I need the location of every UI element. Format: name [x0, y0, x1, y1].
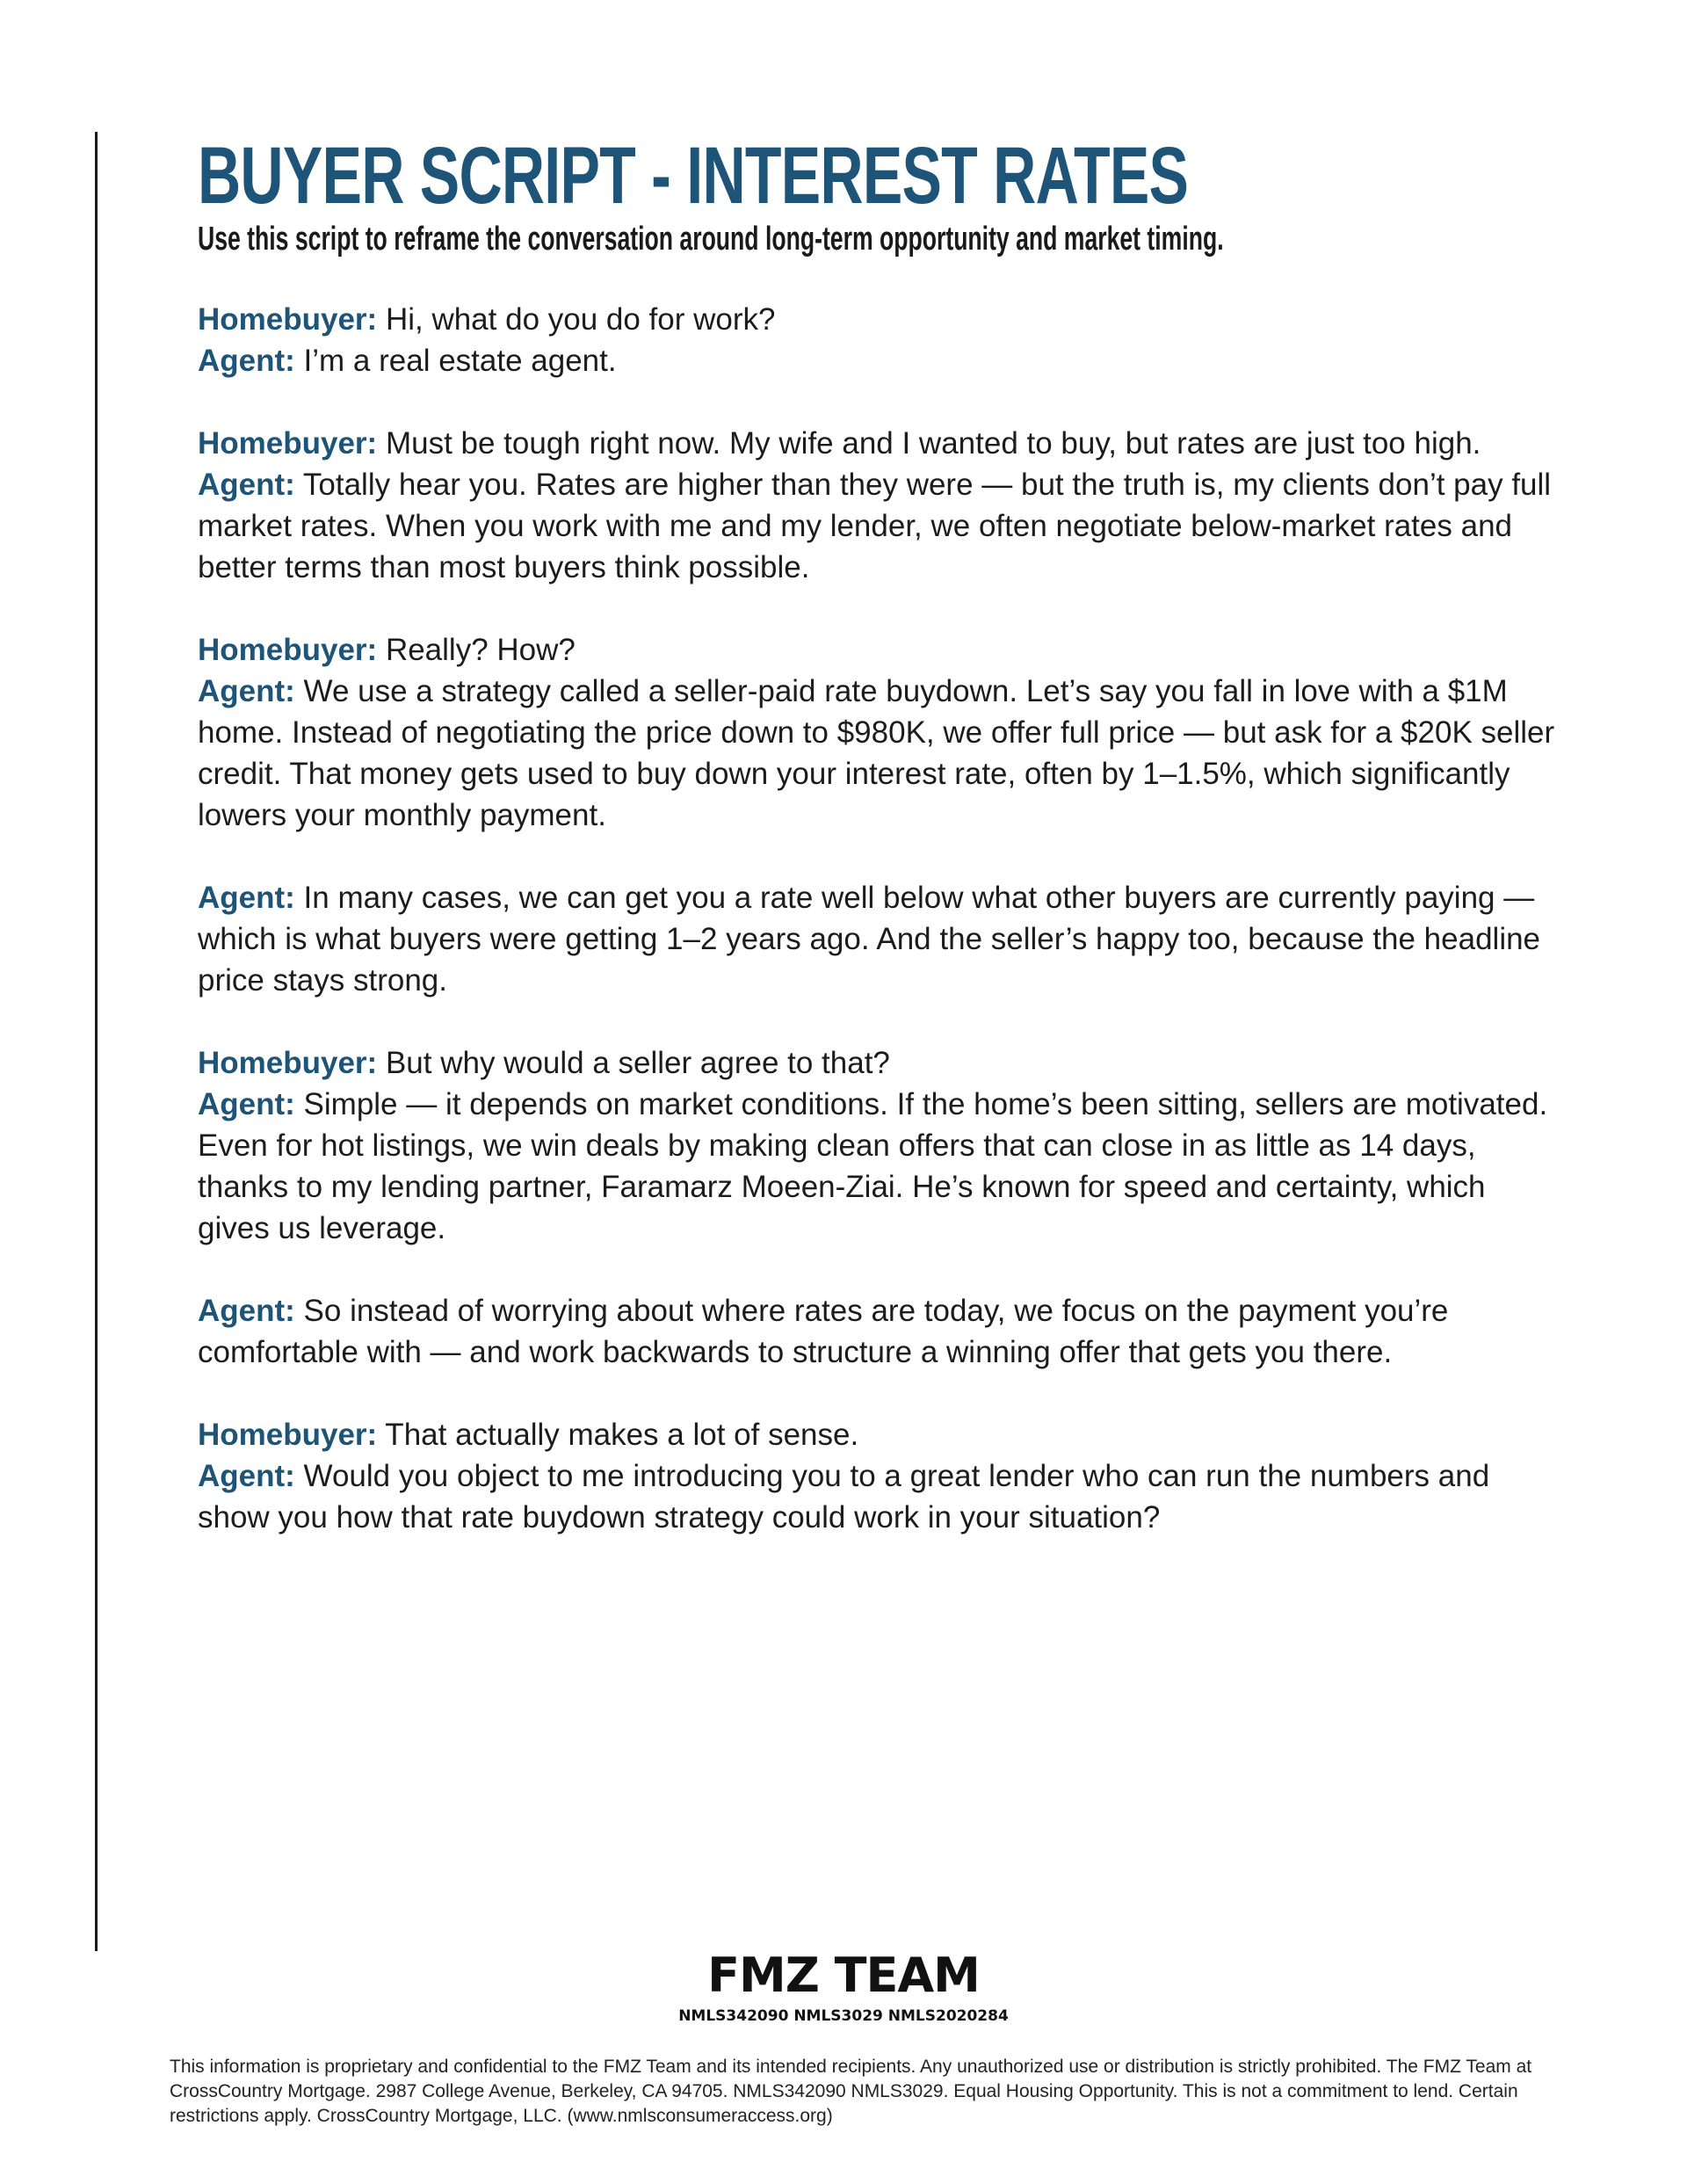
nmls-numbers: NMLS342090 NMLS3029 NMLS2020284 — [678, 2007, 1009, 2025]
page-subtitle: Use this script to reframe the conversation around long-term opportunity and market timing. — [198, 221, 1224, 258]
speaker-label: Homebuyer: — [198, 1418, 378, 1452]
dialogue-text: Hi, what do you do for work? — [377, 302, 776, 337]
brand-logo: FMZ TEAM — [707, 1948, 980, 2003]
speaker-label: Homebuyer: — [198, 426, 378, 461]
speaker-label: Agent: — [198, 1294, 295, 1328]
dialogue-line — [198, 1290, 1555, 1373]
speaker-label: Homebuyer: — [198, 302, 378, 337]
dialogue-text: In many cases, we can get you a rate well below what other buyers are currently paying — which is what buyers were getting 1–2 years ago. And the seller’s happy too, because the headline price stays strong. — [198, 881, 1541, 998]
dialogue-line — [198, 629, 1555, 671]
legal-disclaimer: This information is proprietary and confidential to the FMZ Team and its intended recipients. Any unauthorized use or distribution is strictly prohibited. The FMZ Team at CrossCountry Mortgage. 2987 College Avenue, Berkeley, CA 94705. NMLS342090 NMLS3029. Equal Housing Opportunity. This is not a commitment to lend. Certain restrictions apply. CrossCountry Mortgage, LLC. (www.nmlsconsumeraccess.org) — [170, 2057, 1532, 2126]
dialogue-line — [198, 1042, 1555, 1084]
dialogue-text: Really? How? — [377, 633, 576, 667]
speaker-label: Agent: — [198, 674, 295, 708]
speaker-label: Agent: — [198, 1087, 295, 1121]
page-title: BUYER SCRIPT - INTEREST RATES — [198, 131, 1189, 221]
speaker-label: Agent: — [198, 468, 295, 502]
dialogue-line — [198, 877, 1555, 1001]
dialogue-line — [198, 1455, 1555, 1538]
speaker-label: Agent: — [198, 1459, 295, 1493]
left-vertical-rule — [95, 132, 98, 1951]
dialogue-line — [198, 340, 1555, 381]
dialogue-text: We use a strategy called a seller-paid rate buydown. Let’s say you fall in love with a $1M home. Instead of negotiating the price down to $980K, we offer full price — but ask for a $20K seller credit. That money gets used to buy down your interest rate, often by 1–1.5%, which significantly lowers your monthly payment. — [198, 674, 1555, 832]
dialogue-text: Must be tough right now. My wife and I wanted to buy, but rates are just too high. — [377, 426, 1481, 461]
dialogue-line — [198, 299, 1555, 340]
dialogue-text: Totally hear you. Rates are higher than they were — but the truth is, my clients don’t pay full market rates. When you work with me and my lender, we often negotiate below-market rates and better terms than most buyers think possible. — [198, 468, 1552, 584]
speaker-label: Agent: — [198, 344, 295, 378]
dialogue-line — [198, 1414, 1555, 1455]
dialogue-text: But why would a seller agree to that? — [377, 1046, 890, 1080]
script-dialogue — [198, 299, 1555, 1538]
dialogue-line — [198, 1084, 1555, 1249]
dialogue-text: That actually makes a lot of sense. — [377, 1418, 859, 1452]
dialogue-line — [198, 423, 1555, 464]
dialogue-line — [198, 464, 1555, 588]
dialogue-text: Simple — it depends on market conditions. If the home’s been sitting, sellers are motivated. Even for hot listings, we win deals by making clean offers that can close in as little as 14 days, thanks to my lending partner, Faramarz Moeen-Ziai. He’s known for speed and certainty, which gives us leverage. — [198, 1087, 1548, 1245]
speaker-label: Homebuyer: — [198, 633, 378, 667]
dialogue-line — [198, 671, 1555, 836]
dialogue-text: So instead of worrying about where rates are today, we focus on the payment you’re comfortable with — and work backwards to structure a winning offer that gets you there. — [198, 1294, 1449, 1369]
dialogue-text: I’m a real estate agent. — [294, 344, 617, 378]
speaker-label: Agent: — [198, 881, 295, 915]
speaker-label: Homebuyer: — [198, 1046, 378, 1080]
dialogue-text: Would you object to me introducing you to a great lender who can run the numbers and show you how that rate buydown strategy could work in your situation? — [198, 1459, 1490, 1535]
